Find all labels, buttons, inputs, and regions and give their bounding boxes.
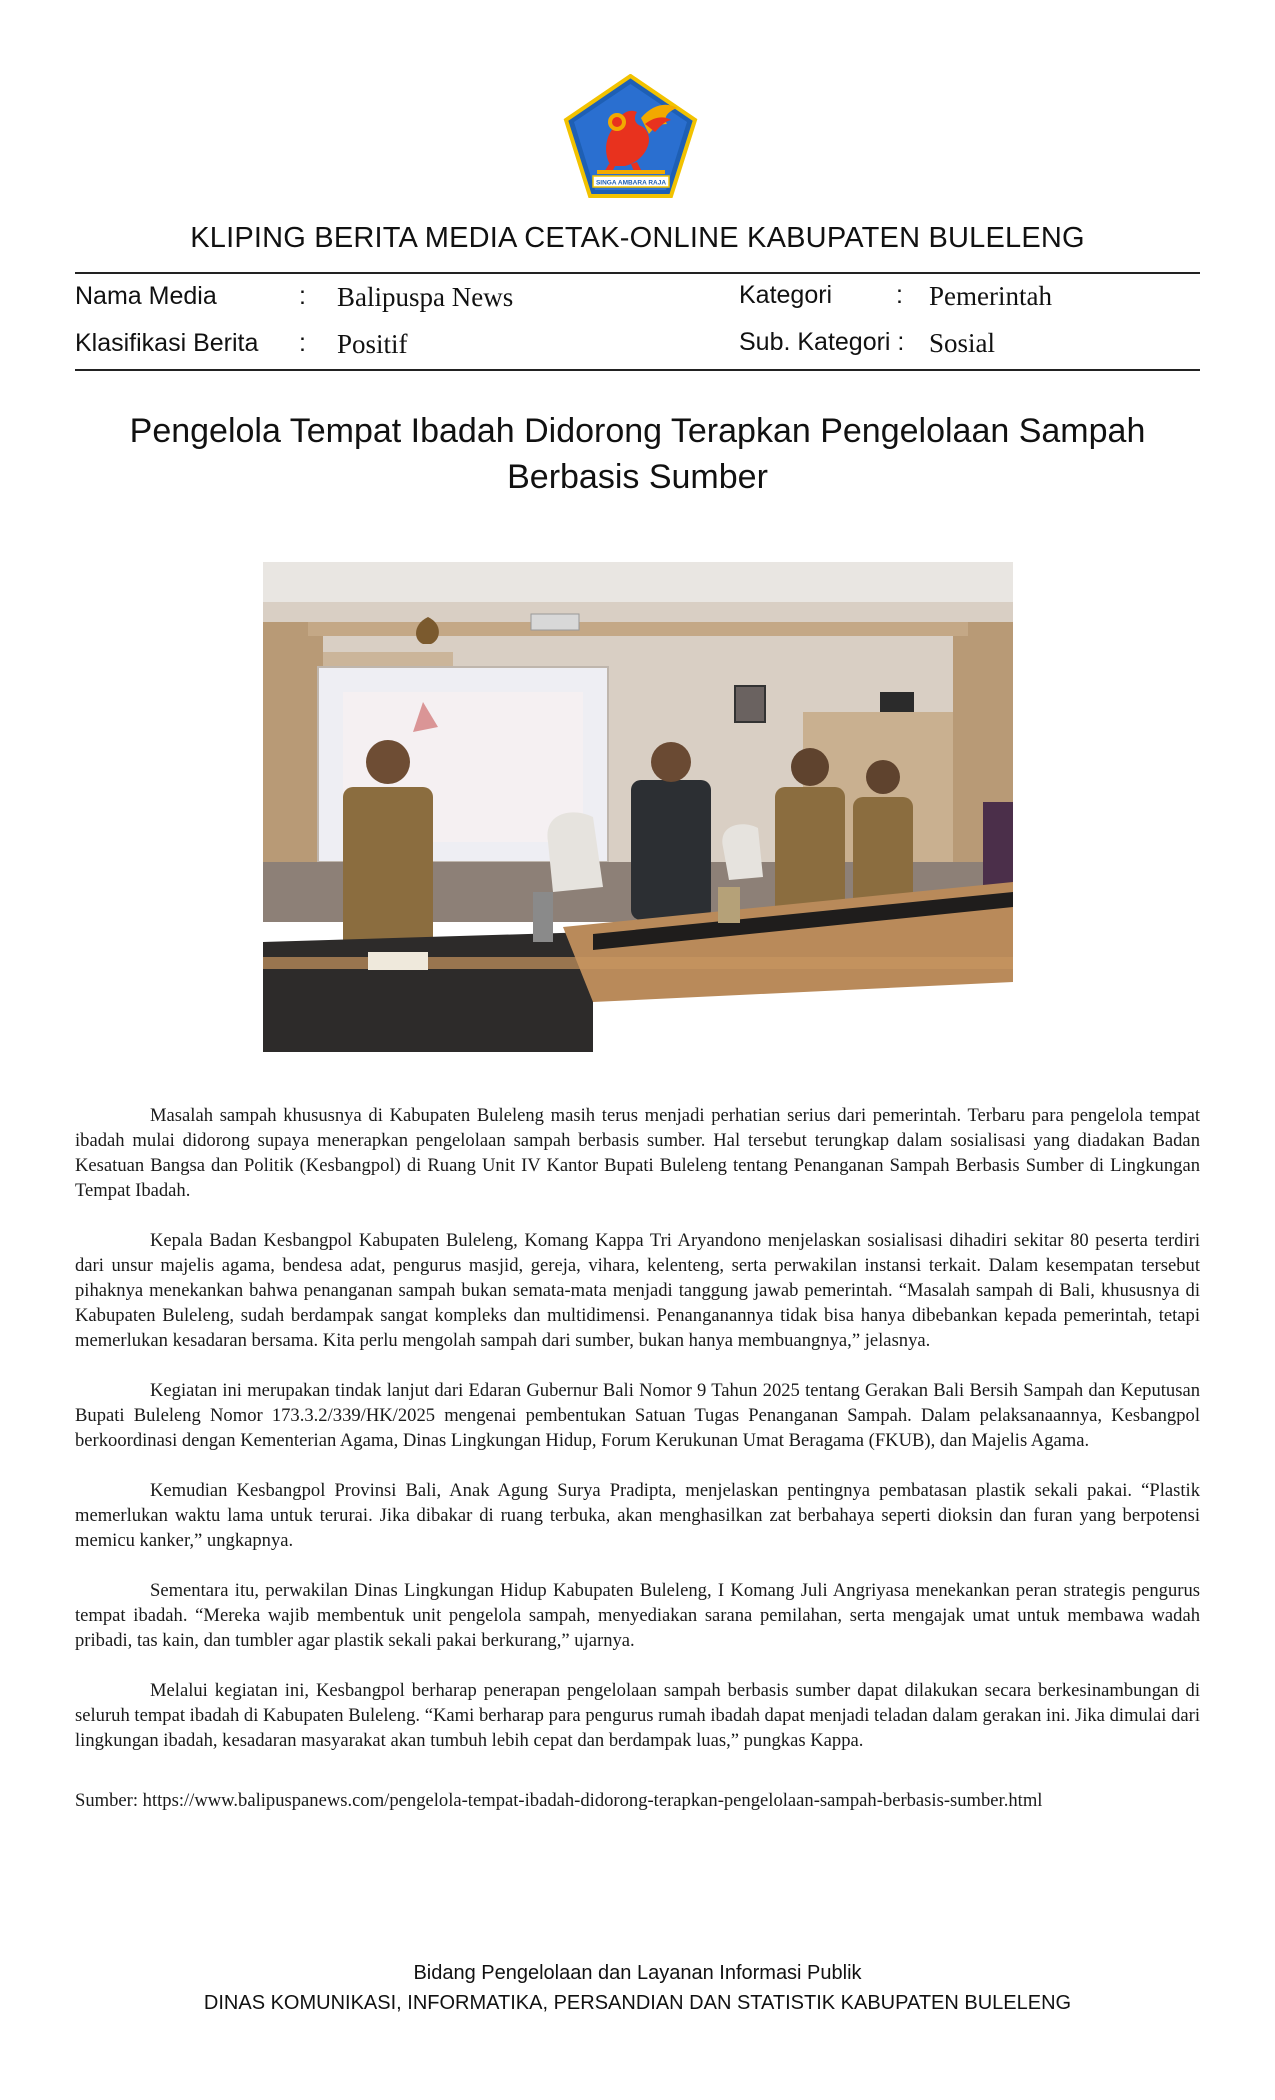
nama-media-label: Nama Media	[75, 282, 217, 310]
footer-division: Bidang Pengelolaan dan Layanan Informasi Publik	[413, 1962, 862, 1984]
nama-media-colon: :	[299, 282, 306, 310]
kategori-colon: :	[896, 281, 903, 309]
article-paragraph-2: Kepala Badan Kesbangpol Kabupaten Buleleng, Komang Kappa Tri Aryandono menjelaskan sosialisasi dihadiri sekitar 80 peserta terdiri dari unsur majelis agama, bendesa adat, pengurus masjid, gereja, vihara, kelenteng, serta perwakilan instansi terkait. Dalam kesempatan tersebut pihaknya menekankan bahwa penanganan sampah bukan semata-mata menjadi tanggung jawab pemerintah. “Masalah sampah di Bali, khususnya di Kabupaten Buleleng, sudah berdampak sangat kompleks dan multidimensi. Penanganannya tidak bisa hanya dibebankan kepada pemerintah, tetapi memerlukan kesadaran bersama. Kita perlu mengolah sampah dari sumber, bukan hanya membuangnya,” jelasnya.	[75, 1230, 1200, 1351]
article-paragraph-5: Sementara itu, perwakilan Dinas Lingkungan Hidup Kabupaten Buleleng, I Komang Juli Angriyasa menekankan peran strategis pengurus tempat ibadah. “Mereka wajib membentuk unit pengelola sampah, menyediakan sarana pemilahan, serta mengajak umat untuk membawa wadah pribadi, tas kain, dan tumbler agar plastik sekali pakai berkurang,” ujarnya.	[75, 1580, 1200, 1651]
klasifikasi-berita-value: Positif	[337, 329, 408, 359]
kategori-label: Kategori	[739, 281, 833, 309]
article-photo	[263, 562, 1013, 1052]
article-body	[75, 1103, 1200, 1778]
clipping-header-title: KLIPING BERITA MEDIA CETAK-ONLINE KABUPATEN BULELENG	[190, 222, 1085, 254]
article-title: Pengelola Tempat Ibadah Didorong Terapkan Pengelolaan Sampah Berbasis Sumber	[129, 412, 1146, 496]
article-paragraph-6: Melalui kegiatan ini, Kesbangpol berharap penerapan pengelolaan sampah berbasis sumber dapat dilakukan secara berkesinambungan di seluruh tempat ibadah di Kabupaten Buleleng. “Kami berharap para pengurus rumah ibadah dapat menjadi teladan dalam gerakan ini. Jika dimulai dari lingkungan ibadah, kesadaran masyarakat akan tumbuh lebih cepat dan berdampak luas,” pungkas Kappa.	[75, 1680, 1200, 1751]
logo-motto: SINGA AMBARA RAJA	[595, 179, 667, 187]
footer-agency: DINAS KOMUNIKASI, INFORMATIKA, PERSANDIAN DAN STATISTIK KABUPATEN BULELENG	[203, 1992, 1072, 2014]
article-paragraph-1: Masalah sampah khususnya di Kabupaten Buleleng masih terus menjadi perhatian serius dari pemerintah. Terbaru para pengelola tempat ibadah mulai didorong supaya menerapkan pengelolaan sampah berbasis sumber. Hal tersebut terungkap dalam sosialisasi yang diadakan Badan Kesatuan Bangsa dan Politik (Kesbangpol) di Ruang Unit IV Kantor Bupati Buleleng tentang Penanganan Sampah Berbasis Sumber di Lingkungan Tempat Ibadah.	[75, 1105, 1200, 1201]
nama-media-value: Balipuspa News	[337, 282, 514, 312]
klasifikasi-berita-colon: :	[299, 329, 306, 357]
sub-kategori-value: Sosial	[929, 328, 996, 358]
sub-kategori-label: Sub. Kategori :	[739, 328, 905, 356]
header-top-rule	[75, 272, 1200, 274]
article-paragraph-3: Kegiatan ini merupakan tindak lanjut dari Edaran Gubernur Bali Nomor 9 Tahun 2025 tentang Gerakan Bali Bersih Sampah dan Keputusan Bupati Buleleng Nomor 173.3.2/339/HK/2025 mengenai pembentukan Satuan Tugas Penanganan Sampah. Dalam pelaksanaannya, Kesbangpol berkoordinasi dengan Kementerian Agama, Dinas Lingkungan Hidup, Forum Kerukunan Umat Beragama (FKUB), dan Majelis Agama.	[75, 1380, 1200, 1451]
klasifikasi-berita-label: Klasifikasi Berita	[75, 329, 259, 357]
article-source-link[interactable]: Sumber: https://www.balipuspanews.com/pengelola-tempat-ibadah-didorong-terapkan-pengelolaan-sampah-berbasis-sumber.html	[75, 1790, 1043, 1811]
buleleng-crest-logo	[563, 74, 698, 199]
article-paragraph-4: Kemudian Kesbangpol Provinsi Bali, Anak Agung Surya Pradipta, menjelaskan pentingnya pembatasan plastik sekali pakai. “Plastik memerlukan waktu lama untuk terurai. Jika dibakar di ruang terbuka, akan menghasilkan zat berbahaya seperti dioksin dan furan yang berpotensi memicu kanker,” ungkapnya.	[75, 1480, 1200, 1551]
header-bottom-rule	[75, 369, 1200, 371]
kategori-value: Pemerintah	[929, 281, 1052, 311]
